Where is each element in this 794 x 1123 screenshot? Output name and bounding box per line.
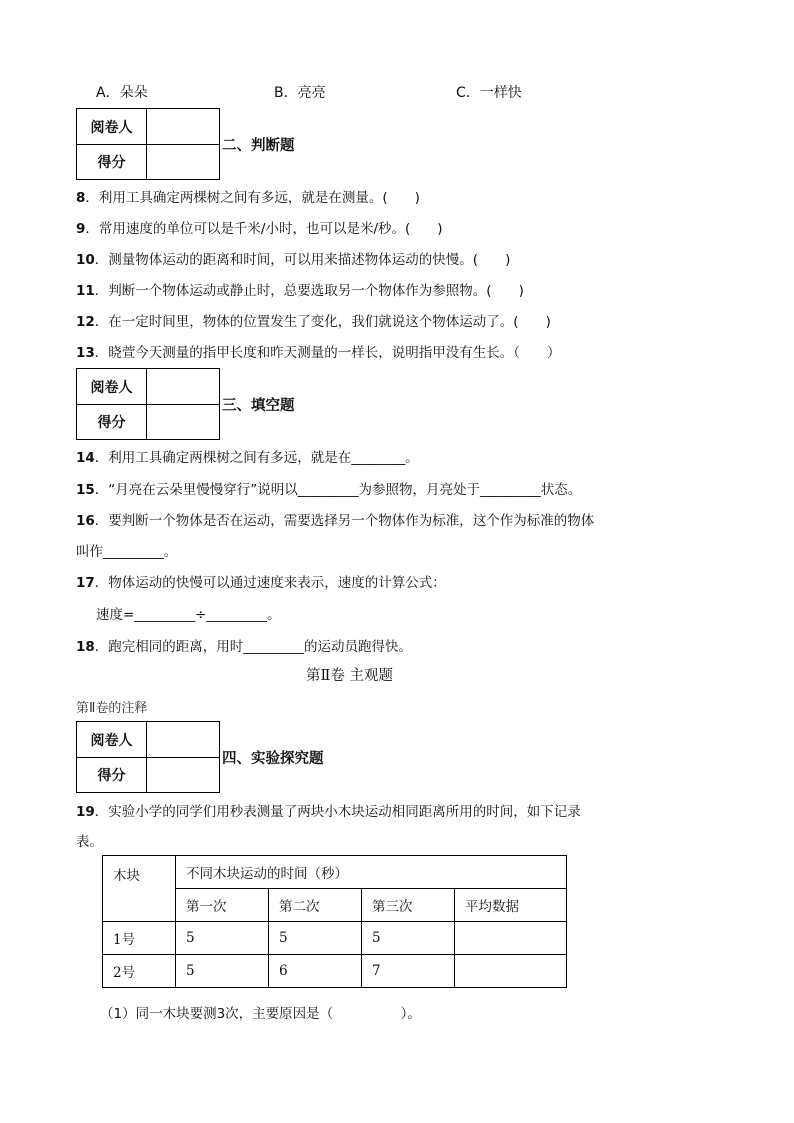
reviewer-blank [147, 722, 219, 758]
question-12: 12．在一定时间里，物体的位置发生了变化，我们就说这个物体运动了。( ) [76, 314, 551, 330]
table-cell [455, 955, 567, 988]
score-box [76, 721, 220, 793]
score-box [76, 368, 220, 440]
question-17-formula: 速度=_________÷_________。 [96, 607, 281, 623]
reviewer-blank [147, 109, 219, 145]
score-blank [147, 405, 219, 439]
table-col-header: 第三次 [362, 889, 455, 922]
table-row-label: 2号 [103, 955, 176, 988]
table-col-header: 平均数据 [455, 889, 567, 922]
table-col-header: 第一次 [176, 889, 269, 922]
score-label: 得分 [77, 758, 147, 792]
timing-table [102, 855, 567, 988]
section-judge-title: 二、判断题 [222, 138, 295, 154]
table-header-group: 不同木块运动的时间（秒） [176, 856, 567, 889]
table-cell: 5 [269, 922, 362, 955]
question-10: 10．测量物体运动的距离和时间，可以用来描述物体运动的快慢。( ) [76, 252, 511, 268]
reviewer-label: 阅卷人 [77, 109, 147, 145]
question-13: 13．晓萱今天测量的指甲长度和昨天测量的一样长，说明指甲没有生长。（ ） [76, 345, 561, 361]
section-experiment-title: 四、实验探究题 [222, 751, 324, 767]
question-16-line2: 叫作_________。 [76, 544, 178, 560]
volume-title: 第Ⅱ卷 主观题 [306, 668, 393, 684]
option-a: A．朵朵 [96, 85, 148, 101]
table-cell: 5 [176, 955, 269, 988]
question-18: 18．跑完相同的距离，用时_________的运动员跑得快。 [76, 639, 413, 655]
score-blank [147, 758, 219, 792]
option-c: C．一样快 [456, 85, 522, 101]
question-19-sub1: （1）同一木块要测3次，主要原因是（ ）。 [100, 1006, 421, 1022]
question-14: 14．利用工具确定两棵树之间有多远，就是在________。 [76, 450, 419, 466]
question-15: 15．“月亮在云朵里慢慢穿行”说明以_________为参照物，月亮处于_________状态。 [76, 482, 582, 498]
table-row [103, 922, 567, 955]
section-fill-title: 三、填空题 [222, 398, 295, 414]
question-11: 11．判断一个物体运动或静止时，总要选取另一个物体作为参照物。( ) [76, 283, 524, 299]
question-9: 9．常用速度的单位可以是千米/小时，也可以是米/秒。( ) [76, 221, 443, 237]
table-cell: 5 [176, 922, 269, 955]
question-19: 19．实验小学的同学们用秒表测量了两块小木块运动相同距离所用的时间，如下记录 [76, 804, 581, 820]
table-header-block: 木块 [103, 856, 176, 922]
table-cell [455, 922, 567, 955]
question-16: 16．要判断一个物体是否在运动，需要选择另一个物体作为标准，这个作为标准的物体 [76, 513, 595, 529]
question-17: 17．物体运动的快慢可以通过速度来表示，速度的计算公式： [76, 575, 446, 591]
option-b: B．亮亮 [274, 85, 326, 101]
reviewer-label: 阅卷人 [77, 369, 147, 405]
question-19-line2: 表。 [76, 834, 103, 850]
volume-note: 第Ⅱ卷的注释 [76, 701, 148, 716]
score-label: 得分 [77, 405, 147, 439]
table-cell: 7 [362, 955, 455, 988]
table-cell: 6 [269, 955, 362, 988]
score-box [76, 108, 220, 180]
table-col-header: 第二次 [269, 889, 362, 922]
table-row [103, 955, 567, 988]
table-cell: 5 [362, 922, 455, 955]
score-blank [147, 145, 219, 179]
score-label: 得分 [77, 145, 147, 179]
table-row-label: 1号 [103, 922, 176, 955]
question-8: 8．利用工具确定两棵树之间有多远，就是在测量。( ) [76, 190, 420, 206]
reviewer-blank [147, 369, 219, 405]
reviewer-label: 阅卷人 [77, 722, 147, 758]
